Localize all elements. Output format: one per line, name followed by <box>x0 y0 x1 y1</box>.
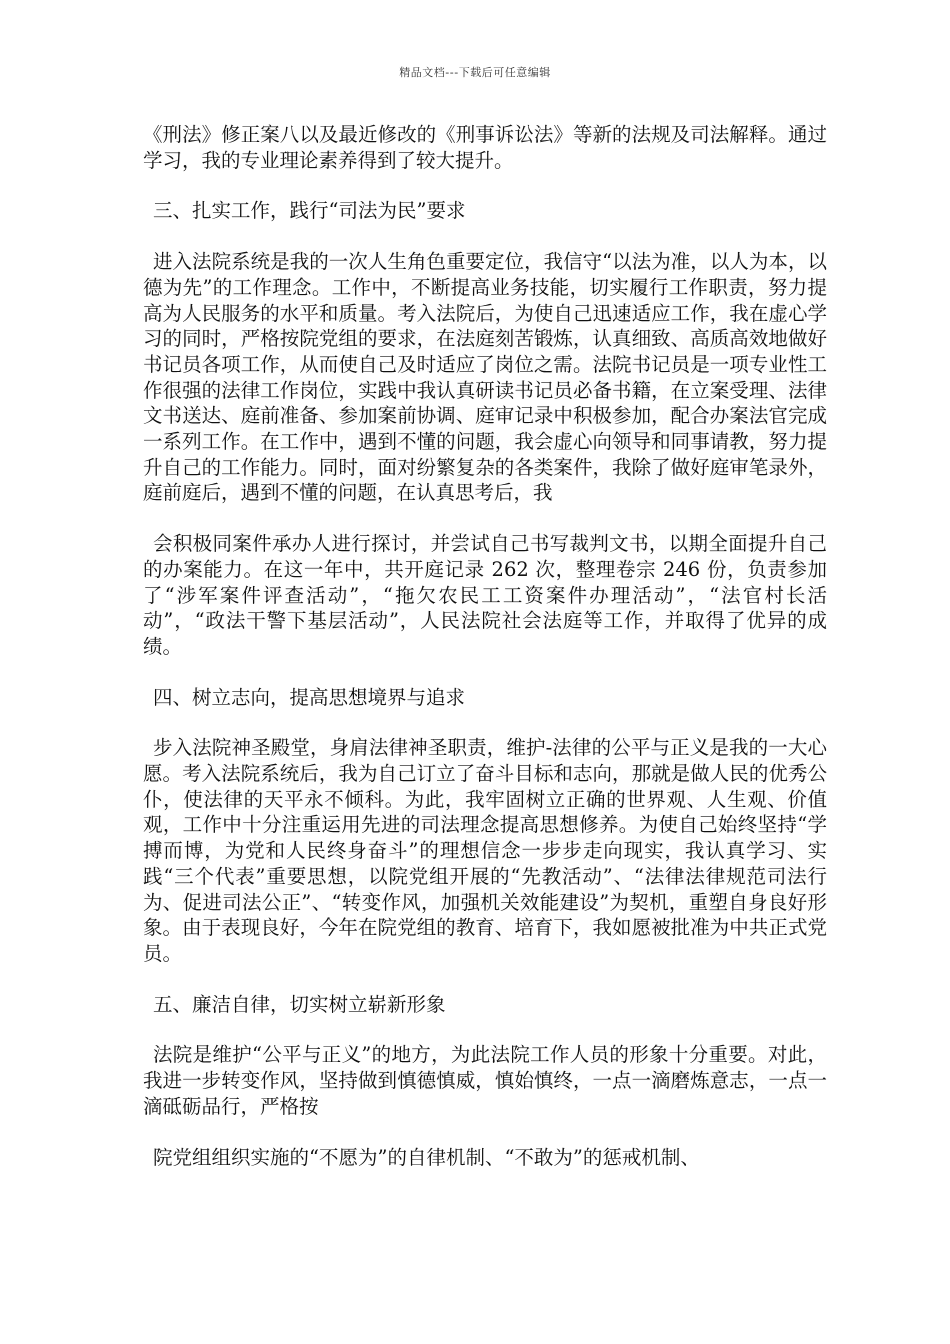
paragraph-case-records: 会积极同案件承办人进行探讨，并尝试自己书写裁判文书，以期全面提升自己的办案能力。在这一年中，共开庭记录 262 次，整理卷宗 246 份，负责参加了“涉军案件评查活动”，“拖欠农民工工资案件办理活动”，“法官村长活动”，“政法干警下基层活动”，人民法院社会法庭等工作，并取得了优异的成绩。 <box>143 532 827 658</box>
paragraph-mechanism: 院党组组织实施的“不愿为”的自律机制、“不敢为”的惩戒机制、 <box>153 1145 700 1169</box>
section-heading-5: 五、廉洁自律，切实树立崭新形象 <box>153 992 446 1016</box>
document-body <box>143 122 827 1195</box>
page-header: 精品文档---下载后可任意编辑 <box>399 66 551 79</box>
paragraph-court-work: 进入法院系统是我的一次人生角色重要定位，我信守“以法为准，以人为本，以德为先”的工作理念。工作中，不断提高业务技能，切实履行工作职责，努力提高为人民服务的水平和质量。考入法院后，为使自己迅速适应工作，我在虚心学习的同时，严格按院党组的要求，在法庭刻苦锻炼，认真细致、高质高效地做好书记员各项工作，从而使自己及时适应了岗位之需。法院书记员是一项专业性工作很强的法律工作岗位，实践中我认真研读书记员必备书籍，在立案受理、法律文书送达、庭前准备、参加案前协调、庭审记录中积极参加，配合办案法官完成一系列工作。在工作中，遇到不懂的问题，我会虚心向领导和同事请教，努力提升自己的工作能力。同时，面对纷繁复杂的各类案件，我除了做好庭审笔录外，庭前庭后，遇到不懂的问题，在认真思考后，我 <box>143 250 827 505</box>
section-heading-3: 三、扎实工作，践行“司法为民”要求 <box>153 199 466 223</box>
paragraph-aspiration: 步入法院神圣殿堂，身肩法律神圣职责，维护-法律的公平与正义是我的一大心愿。考入法院系统后，我为自己订立了奋斗目标和志向，那就是做人民的优秀公仆，使法律的天平永不倾科。为此，我牢固树立正确的世界观、人生观、价值观，工作中十分注重运用先进的司法理念提高思想修养。为使自己始终坚持“学搏而博，为党和人民终身奋斗”的理想信念一步步走向现实，我认真学习、实践“三个代表”重要思想，以院党组开展的“先教活动”、“法律法律规范司法行为、促进司法公正”、“转变作风，加强机关效能建设”为契机，重塑自身良好形象。由于表现良好，今年在院党组的教育、培育下，我如愿被批准为中共正式党员。 <box>143 736 827 965</box>
paragraph-law-study: 《刑法》修正案八以及最近修改的《刑事诉讼法》等新的法规及司法解释。通过学习，我的专业理论素养得到了较大提升。 <box>143 123 827 172</box>
section-heading-4: 四、树立志向，提高思想境界与追求 <box>153 685 466 709</box>
paragraph-integrity: 法院是维护“公平与正义”的地方，为此法院工作人员的形象十分重要。对此，我进一步转变作风，坚持做到慎德慎威，慎始慎终，一点一滴磨炼意志，一点一滴砥砺品行，严格按 <box>143 1043 827 1118</box>
